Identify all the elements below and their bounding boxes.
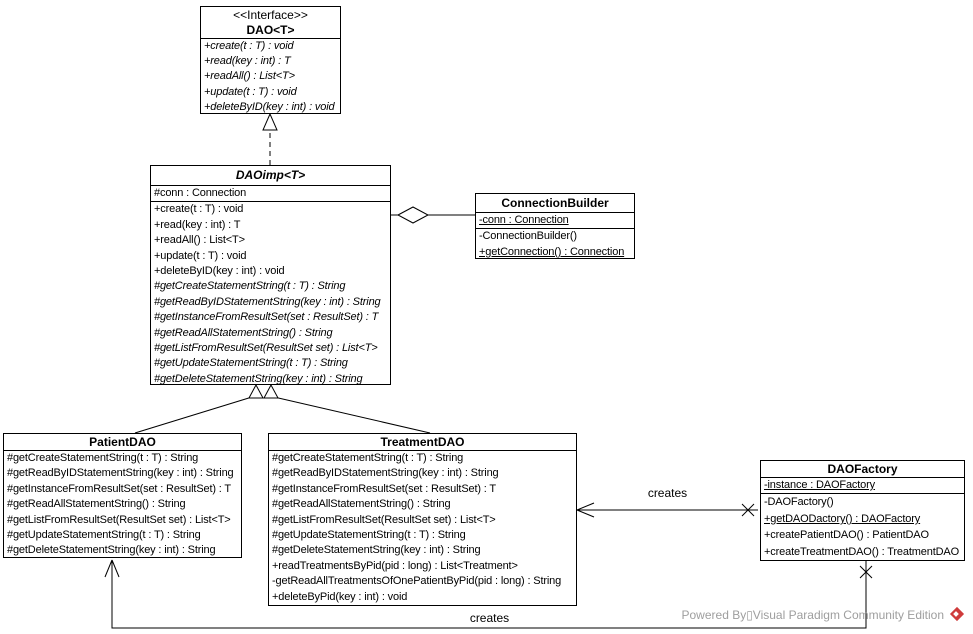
class-title: DAOimp<T>: [151, 166, 390, 186]
class-method: #getListFromResultSet(ResultSet set) : List<T>: [7, 513, 231, 526]
class-method: #getInstanceFromResultSet(set : ResultSet) : T: [7, 482, 231, 495]
stereotype-label: <<Interface>>: [233, 8, 308, 22]
class-method: +update(t : T) : void: [154, 249, 247, 262]
class-method: +createTreatmentDAO() : TreatmentDAO: [764, 545, 960, 558]
class-method: #getListFromResultSet(ResultSet set) : List<T>: [154, 342, 378, 355]
realization-arrow-daoimp-dao: [263, 114, 277, 165]
class-method: #getReadAllStatementString() : String: [272, 498, 451, 511]
class-attribute: -conn : Connection: [479, 214, 569, 226]
class-method: #getInstanceFromResultSet(set : ResultSet) : T: [272, 482, 496, 495]
class-title: ConnectionBuilder: [476, 194, 634, 213]
class-method: #getDeleteStatementString(key : int) : String: [154, 372, 363, 385]
class-box-treatmentdao[interactable]: [268, 433, 577, 606]
edge-label-creates-right: creates: [647, 486, 688, 500]
class-method: +read(key : int) : T: [154, 218, 241, 231]
class-box-daofactory[interactable]: [760, 460, 965, 561]
class-method: +createPatientDAO() : PatientDAO: [764, 529, 929, 542]
class-method: -ConnectionBuilder(): [479, 230, 577, 243]
watermark-text: Powered By▯Visual Paradigm Community Edition: [681, 607, 944, 622]
class-method: +create(t : T) : void: [204, 40, 294, 52]
class-method: #getCreateStatementString(t : T) : String: [154, 280, 346, 293]
class-box-dao-interface[interactable]: [200, 6, 341, 114]
class-title: PatientDAO: [4, 434, 241, 451]
class-method: #getUpdateStatementString(t : T) : String: [272, 529, 466, 542]
class-method: #getReadByIDStatementString(key : int) : String: [7, 467, 234, 480]
method-compartment: [761, 494, 964, 560]
visual-paradigm-logo-icon: [950, 607, 965, 622]
class-method: #getListFromResultSet(ResultSet set) : List<T>: [272, 513, 496, 526]
class-method: +readTreatmentsByPid(pid : long) : List<Treatment>: [272, 559, 518, 572]
method-compartment: [269, 451, 576, 605]
class-method: #getUpdateStatementString(t : T) : String: [154, 357, 348, 370]
class-box-daoimp[interactable]: [150, 165, 391, 385]
class-method: +getDAODactory() : DAOFactory: [764, 512, 921, 525]
class-method: #getInstanceFromResultSet(set : ResultSet) : T: [154, 311, 379, 324]
creates-line-treatmentdao: [577, 503, 758, 517]
class-method: -getReadAllTreatmentsOfOnePatientByPid(pid : long) : String: [272, 575, 562, 588]
class-method: #getDeleteStatementString(key : int) : String: [7, 544, 216, 557]
class-method: #getUpdateStatementString(t : T) : String: [7, 529, 201, 542]
class-method: #getCreateStatementString(t : T) : String: [272, 452, 464, 464]
class-attribute: #conn : Connection: [154, 187, 247, 199]
class-title: DAOFactory: [761, 461, 964, 478]
class-method: +create(t : T) : void: [154, 203, 244, 216]
class-attribute: -instance : DAOFactory: [764, 479, 876, 491]
class-method: #getDeleteStatementString(key : int) : String: [272, 544, 481, 557]
attribute-compartment: [476, 213, 634, 229]
edge-label-creates-bottom: creates: [469, 611, 510, 625]
class-method: +getConnection() : Connection: [479, 245, 625, 258]
class-box-patientdao[interactable]: [3, 433, 242, 558]
attribute-compartment: [151, 186, 390, 202]
class-method: #getReadAllStatementString() : String: [154, 326, 333, 339]
class-method: #getCreateStatementString(t : T) : String: [7, 452, 199, 464]
class-title: TreatmentDAO: [269, 434, 576, 451]
generalization-arrow-patientdao: [135, 385, 263, 433]
generalization-arrow-treatmentdao: [264, 385, 430, 433]
class-method: +read(key : int) : T: [204, 55, 291, 68]
method-compartment: [476, 229, 634, 260]
class-method: -DAOFactory(): [764, 496, 834, 509]
class-method: +deleteByPid(key : int) : void: [272, 590, 408, 603]
class-method: +readAll() : List<T>: [204, 70, 295, 83]
class-method: +deleteByID(key : int) : void: [204, 100, 335, 113]
method-compartment: [151, 202, 390, 387]
class-box-connectionbuilder[interactable]: [475, 193, 635, 259]
class-title: [201, 7, 340, 39]
class-method: #getReadAllStatementString() : String: [7, 498, 186, 511]
class-method: +readAll() : List<T>: [154, 234, 245, 247]
class-method: +deleteByID(key : int) : void: [154, 265, 285, 278]
class-method: #getReadByIDStatementString(key : int) : String: [154, 295, 381, 308]
class-method: #getReadByIDStatementString(key : int) : String: [272, 467, 499, 480]
class-method: +update(t : T) : void: [204, 85, 297, 98]
watermark: [682, 607, 966, 622]
aggregation-daoimp-connectionbuilder: [391, 207, 475, 223]
method-compartment: [4, 451, 241, 559]
attribute-compartment: [761, 478, 964, 494]
method-compartment: [201, 39, 340, 115]
class-name: DAO<T>: [246, 23, 295, 37]
